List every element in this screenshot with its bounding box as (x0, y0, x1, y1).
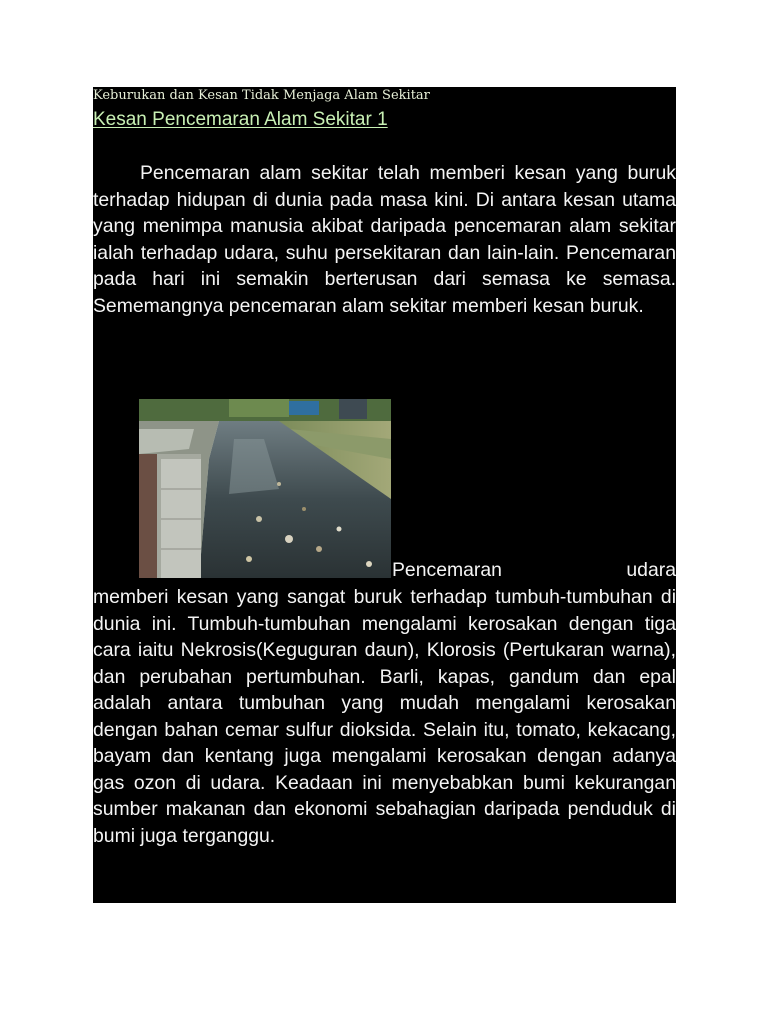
paragraph-2-word-1: Pencemaran (392, 559, 502, 581)
paragraph-2-first-line (392, 557, 676, 584)
page-title: Kesan Pencemaran Alam Sekitar 1 (93, 109, 388, 130)
breadcrumb: Keburukan dan Kesan Tidak Menjaga Alam Sekitar (93, 88, 430, 103)
article-block (93, 87, 676, 903)
paragraph-2: memberi kesan yang sangat buruk terhadap tumbuh-tumbuhan di dunia ini. Tumbuh-tumbuhan mengalami kerosakan dengan tiga cara iaitu Nekrosis(Keguguran daun), Klorosis (Pertukaran warna), dan perubahan pertumbuhan. Barli, kapas, gandum dan epal adalah antara tumbuhan yang mudah mengalami kerosakan dengan bahan cemar sulfur dioksida. Selain itu, tomato, kekacang, bayam dan kentang juga mengalami kerosakan dengan adanya gas ozon di udara. Keadaan ini menyebabkan bumi kekurangan sumber makanan dan ekonomi sebahagian daripada penduduk di bumi juga terganggu. (93, 586, 676, 847)
paragraph-1: Pencemaran alam sekitar telah memberi kesan yang buruk terhadap hidupan di dunia pada masa kini. Di antara kesan utama yang menimpa manusia akibat daripada pencemaran alam sekitar ialah terhadap udara, suhu persekitaran dan lain-lain. Pencemaran pada hari ini semakin berterusan dari semasa ke semasa. Sememangnya pencemaran alam sekitar memberi kesan buruk. (93, 162, 676, 317)
polluted-river-photo (139, 399, 391, 578)
paragraph-2-word-2: udara (626, 559, 676, 581)
